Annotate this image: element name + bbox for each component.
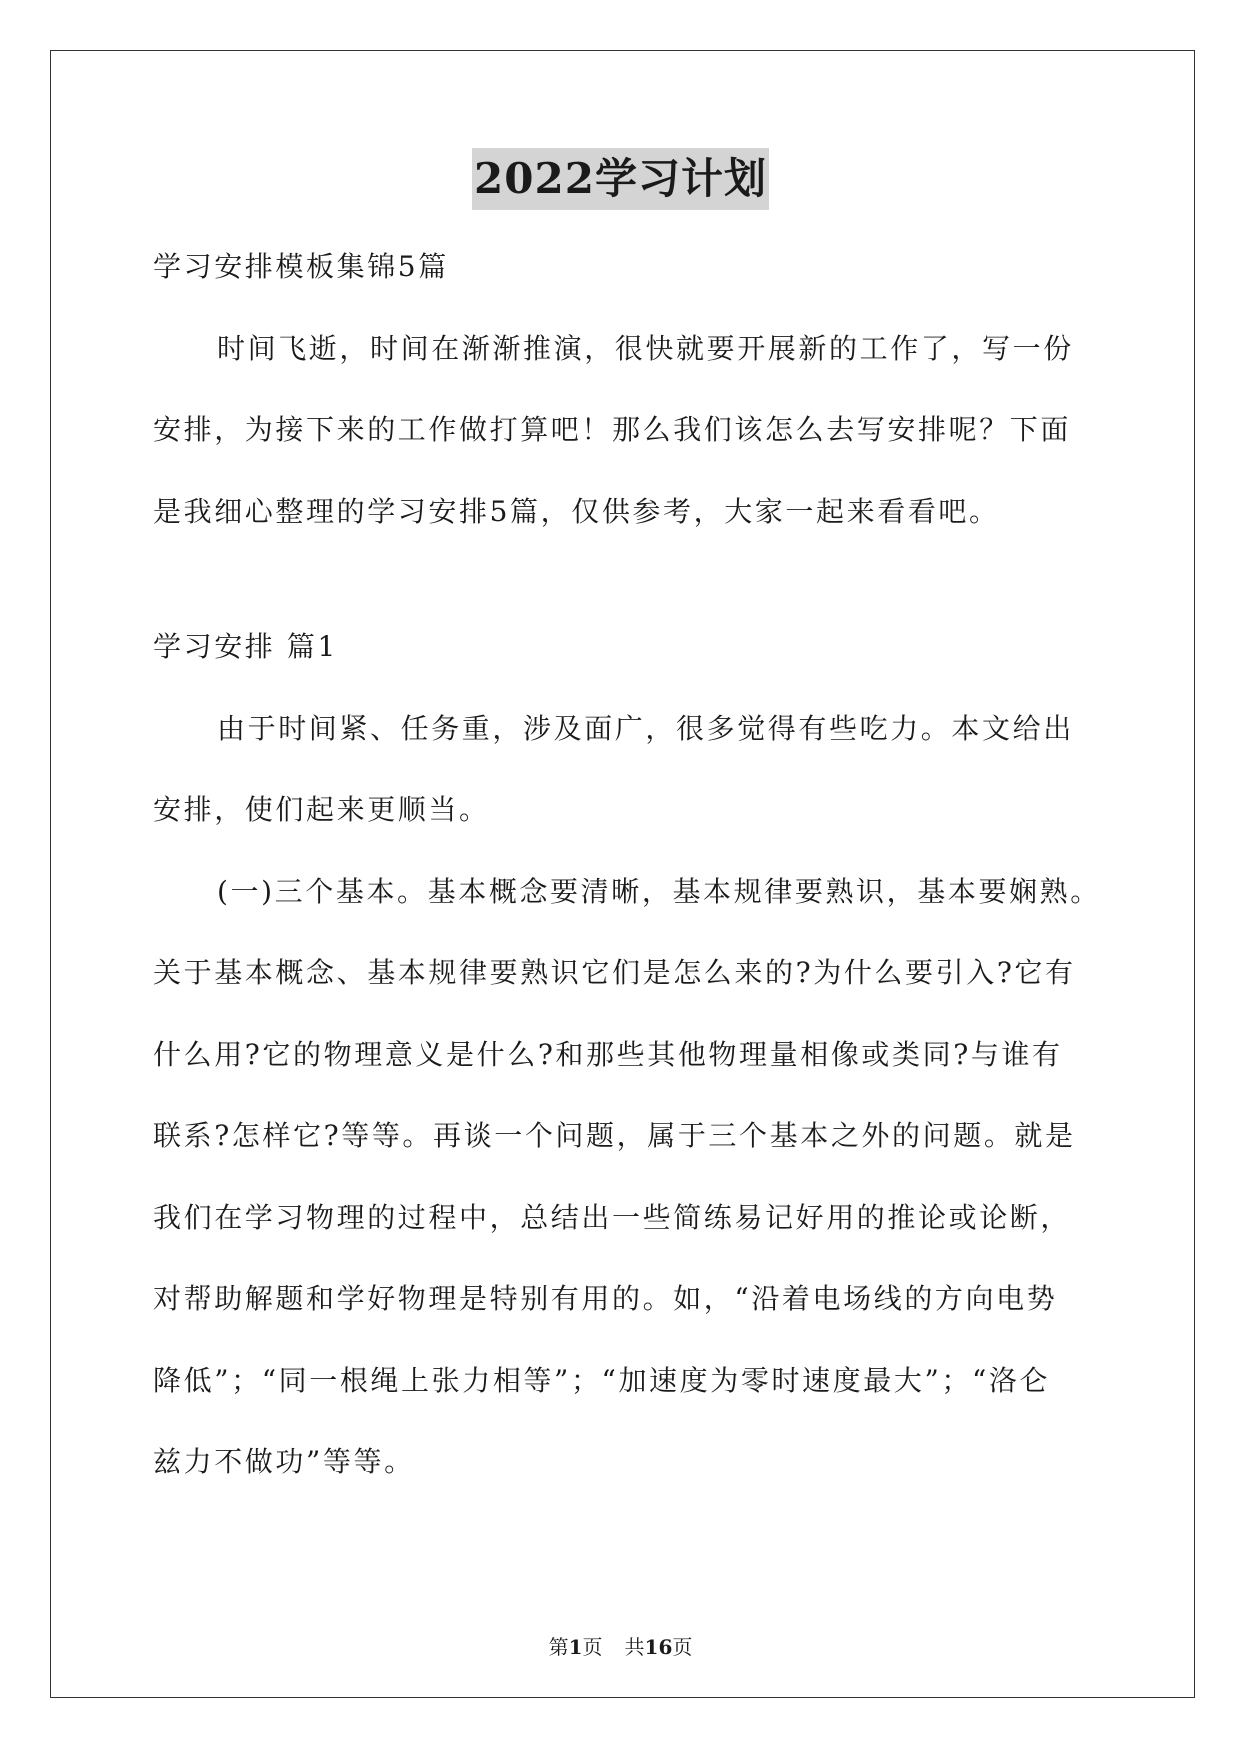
page-suffix: 页 <box>582 1635 603 1659</box>
intro-line: 是我细心整理的学习安排5篇，仅供参考，大家一起来看看吧。 <box>153 494 1000 528</box>
body-line: 我们在学习物理的过程中，总结出一些简练易记好用的推论或论断， <box>153 1200 1072 1234</box>
body-line: 关于基本概念、基本规律要熟识它们是怎么来的?为什么要引入?它有 <box>153 956 1076 989</box>
body-line: 什么用?它的物理意义是什么?和那些其他物理量相像或类同?与谁有 <box>153 1037 1063 1071</box>
body-line: 对帮助解题和学好物理是特别有用的。如，“沿着电场线的方向电势 <box>153 1282 1058 1315</box>
total-suffix: 页 <box>672 1635 693 1659</box>
body-line: 由于时间紧、任务重，涉及面广，很多觉得有些吃力。本文给出 <box>217 711 1074 745</box>
body-line: 安排，使们起来更顺当。 <box>153 793 490 826</box>
section-heading: 学习安排 篇1 <box>153 630 338 663</box>
document-title-wrapper <box>0 148 1241 210</box>
intro-line: 安排，为接下来的工作做打算吧！那么我们该怎么去写安排呢？下面 <box>153 413 1072 446</box>
body-line: 联系?怎样它?等等。再谈一个问题，属于三个基本之外的问题。就是 <box>153 1119 1076 1152</box>
total-prefix: 共 <box>624 1635 645 1659</box>
page-prefix: 第 <box>548 1635 569 1659</box>
collection-heading: 学习安排模板集锦5篇 <box>153 250 449 283</box>
paragraph-spacer <box>153 552 1093 606</box>
page-total: 16 <box>644 1635 673 1659</box>
body-line: (一)三个基本。基本概念要清晰，基本规律要熟识，基本要娴熟。 <box>217 874 1101 908</box>
page-current: 1 <box>568 1635 583 1659</box>
intro-line: 时间飞逝，时间在渐渐推演，很快就要开展新的工作了，写一份 <box>217 331 1074 365</box>
body-line: 降低”；“同一根绳上张力相等”；“加速度为零时速度最大”；“洛仑 <box>153 1363 1051 1397</box>
page-footer <box>0 1631 1241 1660</box>
document-title: 2022学习计划 <box>472 148 769 210</box>
body-line: 兹力不做功”等等。 <box>153 1445 415 1478</box>
document-body <box>153 226 1101 1503</box>
